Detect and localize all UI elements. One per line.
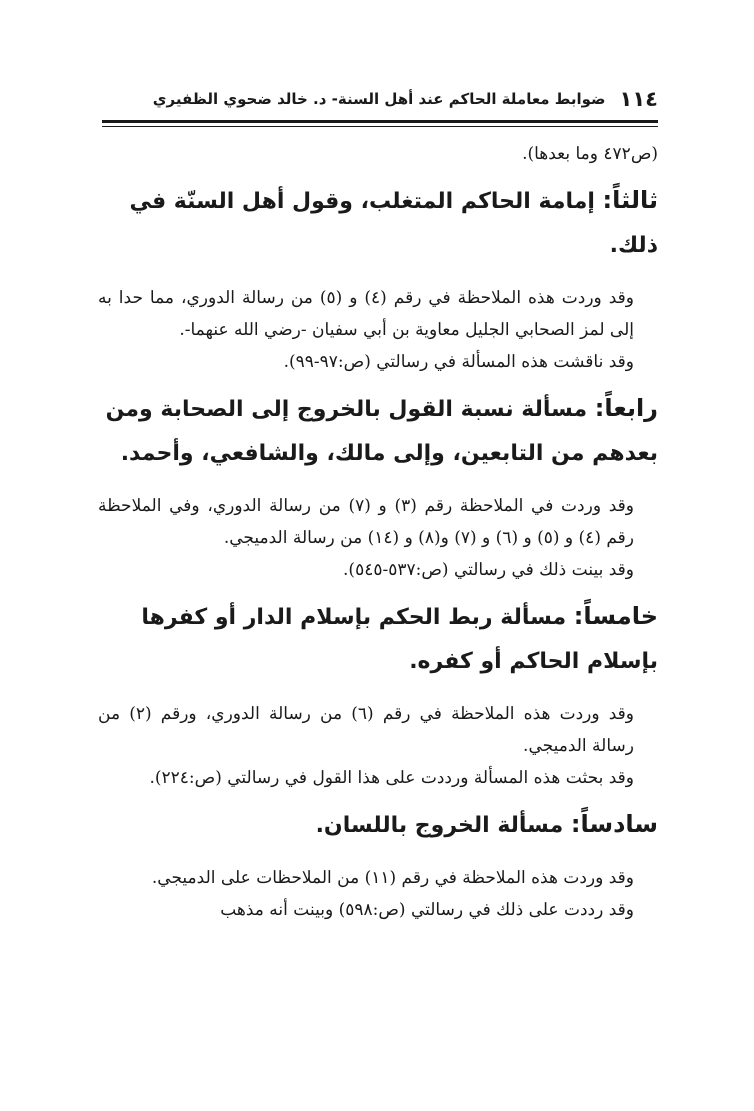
heading-title: إمامة الحاكم المتغلب، وقول أهل السنّة في ذلك. (129, 189, 658, 258)
running-header-title: ضوابط معاملة الحاكم عند أهل السنة- د. خالد ضحوي الظفيري (152, 90, 606, 108)
header-rule-thick (102, 120, 658, 123)
paragraph: وقد وردت هذه الملاحظة في رقم (٦) من رسالة الدوري، ورقم (٢) من رسالة الدميجي. (98, 704, 635, 756)
paragraph: وقد بحثت هذه المسألة ورددت على هذا القول في رسالتي (ص:٢٢٤). (149, 768, 634, 788)
header-rule-thin (102, 126, 658, 127)
paragraph: وقد ناقشت هذه المسألة في رسالتي (ص:٩٧-٩٩). (283, 352, 634, 372)
page-body (98, 138, 658, 926)
section-heading-fourth (98, 386, 658, 476)
section-heading-third (98, 178, 658, 268)
heading-title: مسألة ربط الحكم بإسلام الدار أو كفرها بإسلام الحاكم أو كفره. (141, 605, 658, 674)
section-heading-fifth (98, 594, 658, 684)
running-header (102, 86, 658, 112)
paragraph-page-ref: (ص٤٧٢ وما بعدها). (522, 144, 658, 164)
section-heading-sixth (98, 802, 658, 848)
paragraph: وقد بينت ذلك في رسالتي (ص:٥٣٧-٥٤٥). (343, 560, 634, 580)
heading-ordinal: ثالثاً: (602, 186, 658, 214)
heading-ordinal: سادساً: (570, 810, 658, 838)
paragraph: وقد وردت هذه الملاحظة في رقم (١١) من الملاحظات على الدميجي. (151, 868, 634, 888)
paragraph: وقد رددت على ذلك في رسالتي (ص:٥٩٨) وبينت أنه مذهب (220, 900, 634, 920)
heading-title: مسألة نسبة القول بالخروج إلى الصحابة ومن بعدهم من التابعين، وإلى مالك، والشافعي، وأحمد. (105, 397, 658, 466)
heading-ordinal: رابعاً: (594, 394, 658, 422)
paragraph: وقد وردت في الملاحظة رقم (٣) و (٧) من رسالة الدوري، وفي الملاحظة رقم (٤) و (٥) و (٦) و (٧) و(٨) و (١٤) من رسالة الدميجي. (98, 496, 634, 548)
heading-title: مسألة الخروج باللسان. (315, 813, 571, 838)
heading-ordinal: خامساً: (573, 602, 658, 630)
page-number: ١١٤ (619, 87, 658, 111)
paragraph: وقد وردت هذه الملاحظة في رقم (٤) و (٥) من رسالة الدوري، مما حدا به إلى لمز الصحابي الجليل معاوية بن أبي سفيان -رضي الله عنهما-. (98, 288, 634, 340)
